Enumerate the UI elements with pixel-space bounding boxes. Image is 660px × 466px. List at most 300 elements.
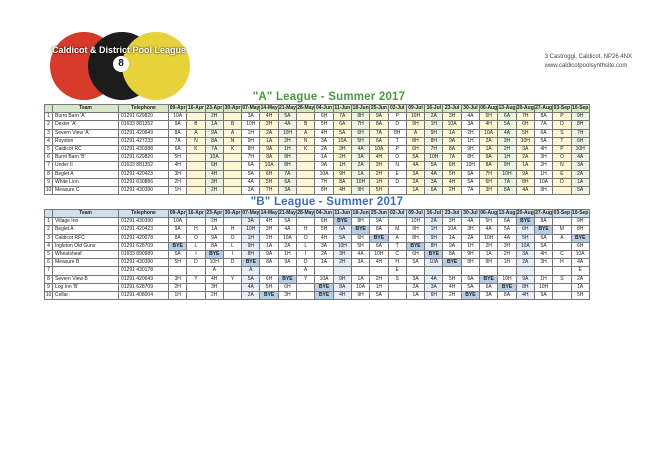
fixture-cell: 4A: [425, 170, 443, 178]
eight-ball-icon: 8: [113, 56, 129, 72]
fixture-cell: 7H: [242, 154, 260, 162]
table-row: [45, 145, 590, 153]
table-row: [45, 283, 590, 291]
website-line: www.caldicotpoolsynthsite.com: [544, 63, 628, 69]
fixture-cell: A: [297, 267, 315, 275]
date-header: 04-Jun: [315, 210, 333, 217]
row-number: 8: [45, 275, 53, 283]
telephone-header: Telephone: [119, 105, 169, 113]
fixture-cell: [553, 186, 571, 194]
fixture-cell: 10H: [370, 250, 388, 258]
fixture-cell: A: [187, 129, 205, 137]
table-row: [45, 267, 590, 275]
fixture-cell: [187, 186, 205, 194]
fixture-cell: 9A: [169, 226, 187, 234]
fixture-cell: 4A: [571, 259, 589, 267]
fixture-cell: 5A: [571, 186, 589, 194]
team-telephone: 01291 420649: [119, 129, 169, 137]
fixture-cell: I: [297, 250, 315, 258]
fixture-cell: 8H: [278, 162, 296, 170]
fixture-cell: [260, 267, 278, 275]
team-header: Team: [53, 210, 119, 218]
fixture-cell: 8H: [516, 178, 534, 186]
fixture-cell: 5A: [278, 113, 296, 121]
team-telephone: 01291 629820: [119, 113, 169, 121]
table-row: [45, 186, 590, 194]
team-name: Measure B: [53, 259, 119, 267]
fixture-cell: 8A: [370, 226, 388, 234]
team-name: Measure C: [53, 186, 119, 194]
fixture-cell: E: [388, 170, 406, 178]
row-number-header: [45, 105, 53, 113]
team-name: Cellar: [53, 291, 119, 299]
fixture-cell: [388, 218, 406, 226]
table-row: [45, 259, 590, 267]
date-header: 07-May: [242, 105, 260, 112]
table-row: [45, 226, 590, 234]
fixture-cell: 8H: [461, 259, 479, 267]
fixture-cell: [480, 267, 498, 275]
fixture-cell: [297, 162, 315, 170]
fixture-cell: [297, 218, 315, 226]
fixture-cell: Y: [187, 275, 205, 283]
fixture-cell: 10A: [205, 154, 223, 162]
fixture-cell: 1A: [351, 170, 369, 178]
team-name: Ingleton Old Guns: [53, 242, 119, 250]
fixture-cell: 4A: [498, 129, 516, 137]
fixture-cell: 9H: [406, 121, 424, 129]
fixture-cell: 2H: [169, 283, 187, 291]
fixture-cell: A: [242, 267, 260, 275]
row-number: 1: [45, 113, 53, 121]
fixture-cell: 3H: [370, 162, 388, 170]
fixture-cell: [223, 113, 241, 121]
fixture-cell: 9A: [480, 154, 498, 162]
fixture-cell: 1A: [443, 234, 461, 242]
fixture-cell: 5H: [351, 242, 369, 250]
fixture-cell: 3A: [242, 113, 260, 121]
fixture-cell: 7A: [205, 145, 223, 153]
fixture-cell: 8A: [333, 283, 351, 291]
team-header: Team: [53, 105, 119, 113]
fixture-cell: 10A: [315, 275, 333, 283]
fixture-cell: BYE: [571, 234, 589, 242]
fixture-cell: 5H: [351, 137, 369, 145]
fixture-cell: 6A: [480, 283, 498, 291]
fixture-cell: 8H: [315, 186, 333, 194]
team-name: Under II: [53, 162, 119, 170]
fixture-cell: 5A: [461, 283, 479, 291]
row-number: 10: [45, 186, 52, 193]
fixture-cell: 2A: [571, 170, 589, 178]
fixture-cell: 5H: [571, 291, 589, 299]
fixture-cell: BYE: [406, 242, 424, 250]
fixture-cell: 3H: [498, 242, 516, 250]
fixture-cell: B: [297, 121, 315, 129]
fixture-cell: 4H: [205, 275, 223, 283]
date-header: 02-Jul: [389, 210, 405, 217]
fixture-cell: 9A: [278, 259, 296, 267]
fixture-cell: 8A: [169, 234, 187, 242]
fixture-cell: 5A: [333, 234, 351, 242]
fixture-cell: 5H: [443, 170, 461, 178]
fixture-cell: 1H: [534, 170, 552, 178]
fixture-cell: L: [187, 242, 205, 250]
fixture-cell: C: [553, 250, 571, 258]
date-header: 27-Aug: [535, 210, 553, 217]
fixture-cell: 9H: [571, 218, 589, 226]
fixture-cell: 5A: [242, 170, 260, 178]
fixture-cell: A: [553, 234, 571, 242]
fixture-cell: 9A: [260, 250, 278, 258]
fixture-cell: 2A: [425, 218, 443, 226]
fixture-cell: 4A: [351, 250, 369, 258]
fixture-cell: 9A: [260, 145, 278, 153]
fixture-cell: M: [388, 226, 406, 234]
fixture-cell: 5H: [260, 178, 278, 186]
fixture-cell: 2H: [205, 113, 223, 121]
date-header: 13-Aug: [498, 105, 516, 112]
fixture-cell: 2A: [516, 259, 534, 267]
team-name: Beglet A: [53, 226, 119, 234]
fixture-cell: 1H: [242, 129, 260, 137]
fixture-cell: 6H: [425, 291, 443, 299]
fixture-cell: D: [223, 259, 241, 267]
fixture-cell: 6A: [242, 162, 260, 170]
fixture-cell: 3H: [480, 186, 498, 194]
table-row: [45, 242, 590, 250]
date-header: 14-May: [260, 210, 278, 217]
date-header: 30-Jul: [463, 210, 478, 217]
fixture-cell: 9A: [205, 234, 223, 242]
fixture-cell: 1H: [278, 250, 296, 258]
fixture-cell: [425, 267, 443, 275]
fixture-cell: T: [388, 242, 406, 250]
team-name: Village Inn: [53, 218, 119, 226]
team-name: Dexter 'A': [53, 121, 119, 129]
fixture-cell: 8A: [205, 242, 223, 250]
row-number: 6: [45, 259, 53, 267]
fixture-cell: 2H: [370, 170, 388, 178]
fixture-cell: 6H: [406, 250, 424, 258]
fixture-cell: 4H: [315, 129, 333, 137]
fixture-cell: BYE: [260, 291, 278, 299]
fixture-cell: 10A: [534, 178, 552, 186]
fixture-cell: 3A: [406, 170, 424, 178]
row-number: 2: [45, 226, 53, 234]
date-header: 30-Jul: [463, 105, 478, 112]
fixture-cell: 9H: [351, 291, 369, 299]
row-number: 2: [45, 121, 53, 129]
fixture-cell: 2H: [498, 250, 516, 258]
fixture-cell: 1A: [351, 275, 369, 283]
fixture-cell: P: [553, 145, 571, 153]
fixture-cell: 2H: [443, 291, 461, 299]
fixture-cell: 6A: [425, 186, 443, 194]
fixture-cell: A: [406, 129, 424, 137]
team-name: Log Inn 'B': [53, 283, 119, 291]
fixture-cell: BYE: [205, 250, 223, 258]
table-row: [45, 170, 590, 178]
fixture-cell: 9A: [443, 137, 461, 145]
fixture-cell: 10H: [242, 121, 260, 129]
fixture-cell: 8A: [260, 259, 278, 267]
fixture-cell: 9A: [315, 162, 333, 170]
fixture-cell: 8H: [351, 218, 369, 226]
fixture-cell: 1H: [498, 154, 516, 162]
fixture-cell: 8A: [260, 154, 278, 162]
fixture-cell: 3H: [443, 218, 461, 226]
fixture-cell: 3A: [351, 154, 369, 162]
fixture-cell: T: [388, 137, 406, 145]
fixture-cell: 10A: [443, 226, 461, 234]
fixture-cell: 2A: [278, 242, 296, 250]
fixture-cell: 3A: [315, 137, 333, 145]
fixture-cell: 8H: [351, 113, 369, 121]
fixture-cell: BYE: [461, 291, 479, 299]
fixture-cell: N: [187, 137, 205, 145]
fixture-cell: 6A: [534, 129, 552, 137]
fixture-cell: 7H: [425, 145, 443, 153]
fixture-cell: 6A: [498, 113, 516, 121]
fixture-cell: P: [388, 113, 406, 121]
fixture-cell: 2H: [480, 242, 498, 250]
fixture-cell: [553, 242, 571, 250]
fixture-cell: 5A: [406, 259, 424, 267]
table-row: [45, 250, 590, 258]
fixture-cell: 1H: [169, 291, 187, 299]
fixture-cell: 1A: [315, 154, 333, 162]
fixture-cell: 1A: [406, 291, 424, 299]
fixture-cell: 10H: [571, 145, 589, 153]
fixture-cell: 8A: [443, 250, 461, 258]
fixture-cell: 1A: [205, 226, 223, 234]
fixture-cell: O: [388, 154, 406, 162]
fixture-cell: K: [223, 145, 241, 153]
fixture-cell: [187, 291, 205, 299]
fixture-cell: 6A: [169, 145, 187, 153]
fixture-cell: 3A: [571, 162, 589, 170]
fixture-cell: 4H: [534, 145, 552, 153]
fixture-cell: 5A: [370, 291, 388, 299]
fixture-cell: 9A: [534, 291, 552, 299]
fixture-cell: 6H: [571, 242, 589, 250]
fixture-cell: 9H: [425, 129, 443, 137]
fixture-cell: 1H: [370, 283, 388, 291]
fixture-cell: 6H: [443, 162, 461, 170]
fixture-cell: 2A: [571, 275, 589, 283]
fixture-cell: 7A: [278, 170, 296, 178]
fixture-cell: [187, 154, 205, 162]
fixture-cell: B: [223, 121, 241, 129]
fixture-cell: 3H: [205, 178, 223, 186]
team-telephone: 01291 430390: [119, 259, 169, 267]
fixture-cell: [370, 267, 388, 275]
fixture-cell: 6H: [260, 170, 278, 178]
fixture-cell: 9H: [425, 234, 443, 242]
fixture-cell: [388, 283, 406, 291]
fixture-cell: 9H: [571, 113, 589, 121]
fixture-cell: 4A: [242, 283, 260, 291]
date-header: 28-May: [297, 105, 315, 112]
fixture-cell: 3H: [169, 275, 187, 283]
fixture-cell: N: [223, 137, 241, 145]
fixture-cell: 9A: [443, 242, 461, 250]
fixture-cell: 2H: [461, 129, 479, 137]
fixture-cell: 1A: [516, 162, 534, 170]
team-telephone: 01291 420423: [119, 226, 169, 234]
fixture-cell: 2H: [333, 154, 351, 162]
fixture-cell: 3H: [333, 145, 351, 153]
fixture-cell: 5H: [370, 186, 388, 194]
date-header: 30-Apr: [224, 105, 241, 112]
fixture-cell: 3A: [242, 218, 260, 226]
fixture-cell: 7A: [169, 137, 187, 145]
fixture-cell: 8H: [461, 154, 479, 162]
fixture-cell: D: [388, 121, 406, 129]
fixture-cell: 10H: [242, 226, 260, 234]
fixture-cell: [553, 218, 571, 226]
fixture-cell: 2H: [534, 162, 552, 170]
row-number: 10: [45, 291, 52, 298]
fixture-cell: 6A: [498, 218, 516, 226]
date-header: 16-Jul: [426, 105, 442, 112]
fixture-cell: 3A: [315, 242, 333, 250]
fixture-cell: 1H: [333, 162, 351, 170]
fixture-cell: O: [187, 234, 205, 242]
fixture-cell: 7H: [516, 113, 534, 121]
team-telephone: 01291 420078: [119, 234, 169, 242]
fixture-cell: 3A: [406, 275, 424, 283]
fixture-cell: D: [297, 259, 315, 267]
fixture-cell: N: [553, 162, 571, 170]
fixture-cell: E: [388, 267, 406, 275]
fixture-cell: 8A: [534, 113, 552, 121]
fixture-cell: BYE: [480, 275, 498, 283]
date-header: 09-Apr: [169, 210, 186, 217]
fixture-cell: 4A: [516, 186, 534, 194]
fixture-cell: 3H: [443, 113, 461, 121]
fixture-cell: 4A: [242, 178, 260, 186]
fixture-cell: 4H: [205, 170, 223, 178]
fixture-cell: 8H: [242, 145, 260, 153]
fixture-cell: [333, 267, 351, 275]
fixture-cell: 9H: [461, 145, 479, 153]
fixture-cell: 2A: [406, 178, 424, 186]
fixture-cell: P: [553, 113, 571, 121]
fixture-cell: L: [297, 242, 315, 250]
team-telephone: 01291 430178: [119, 267, 169, 275]
date-header: 03-Sep: [553, 210, 571, 217]
row-number: 8: [45, 170, 53, 178]
fixture-cell: BYE: [443, 259, 461, 267]
fixture-cell: 10H: [205, 259, 223, 267]
fixture-cell: 8H: [406, 137, 424, 145]
fixture-cell: 10A: [351, 283, 369, 291]
fixture-cell: M: [553, 226, 571, 234]
table-row: [45, 121, 590, 129]
fixture-cell: BYE: [278, 275, 296, 283]
row-number: 3: [45, 129, 53, 137]
fixture-cell: Y: [297, 275, 315, 283]
fixture-cell: 7A: [461, 186, 479, 194]
header-row: [45, 105, 590, 113]
fixture-cell: BYE: [315, 291, 333, 299]
team-telephone: 01633 890989: [119, 250, 169, 258]
fixture-cell: 7H: [351, 121, 369, 129]
fixture-cell: 9H: [406, 226, 424, 234]
fixture-cell: A: [388, 234, 406, 242]
league-b-table: [44, 209, 590, 300]
league-a-table: [44, 104, 590, 195]
row-number: 5: [45, 250, 53, 258]
fixture-cell: 2H: [205, 186, 223, 194]
fixture-cell: 2H: [278, 137, 296, 145]
fixture-cell: [315, 267, 333, 275]
team-telephone: 01633 881352: [119, 162, 169, 170]
fixture-cell: 9A: [516, 275, 534, 283]
team-name: Caldicot RFC: [53, 234, 119, 242]
fixture-cell: 2A: [406, 283, 424, 291]
fixture-cell: I: [223, 250, 241, 258]
fixture-cell: 8A: [205, 137, 223, 145]
row-number: 7: [45, 267, 53, 275]
fixture-cell: 6H: [205, 162, 223, 170]
fixture-cell: [406, 267, 424, 275]
fixture-cell: 5A: [425, 162, 443, 170]
fixture-cell: 9A: [169, 121, 187, 129]
team-telephone: 01291 408004: [119, 291, 169, 299]
fixture-cell: 3A: [480, 291, 498, 299]
fixture-cell: O: [223, 234, 241, 242]
fixture-cell: 4H: [443, 178, 461, 186]
fixture-cell: 2H: [260, 234, 278, 242]
date-header: 03-Sep: [553, 105, 571, 112]
fixture-cell: 8H: [425, 242, 443, 250]
fixture-cell: 6H: [315, 113, 333, 121]
fixture-cell: 5A: [406, 154, 424, 162]
fixture-cell: 6A: [333, 121, 351, 129]
fixture-cell: [223, 178, 241, 186]
fixture-cell: D: [553, 178, 571, 186]
fixture-cell: 6A: [461, 275, 479, 283]
fixture-cell: 3H: [278, 291, 296, 299]
team-telephone: 01291 430388: [119, 145, 169, 153]
date-header: 20-Aug: [516, 210, 534, 217]
fixture-cell: [297, 178, 315, 186]
fixture-cell: 4A: [351, 145, 369, 153]
fixture-cell: 10H: [278, 129, 296, 137]
fixture-cell: [297, 186, 315, 194]
team-telephone: 01291 628709: [119, 242, 169, 250]
fixture-cell: 10H: [461, 162, 479, 170]
fixture-cell: 2H: [333, 259, 351, 267]
address-block: [545, 53, 632, 71]
fixture-cell: 7H: [315, 178, 333, 186]
table-row: [45, 291, 590, 299]
fixture-cell: BYE: [169, 242, 187, 250]
fixture-cell: 1A: [260, 137, 278, 145]
fixture-cell: 6H: [406, 145, 424, 153]
date-header: 27-Aug: [535, 105, 553, 112]
fixture-cell: 1A: [260, 242, 278, 250]
league-b-title: "B" League - Summer 2017: [250, 196, 404, 208]
fixture-cell: B: [187, 121, 205, 129]
fixture-cell: [388, 186, 406, 194]
fixture-cell: 9A: [205, 129, 223, 137]
fixture-cell: 2A: [425, 113, 443, 121]
header-row: [45, 210, 590, 218]
